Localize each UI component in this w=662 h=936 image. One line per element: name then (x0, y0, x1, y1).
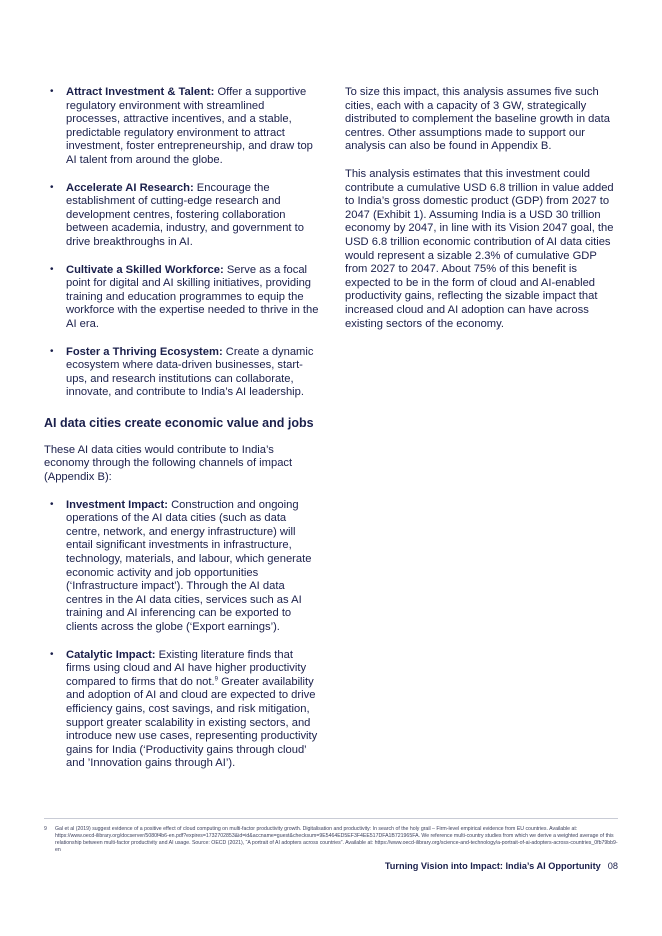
bullet-title: Accelerate AI Research: (66, 181, 194, 194)
bullet-title: Investment Impact: (66, 498, 168, 511)
body-paragraph: This analysis estimates that this investment could contribute a cumulative USD 6.8 trillion in value added to India’s gross domestic product (GDP) from 2027 to 2047 (Exhibit 1). Assuming India is a USD 30 trillion economy by 2047, in line with its Vision 2047 goal, the USD 6.8 trillion economic contribution of AI data cities would represent a sizable 2.3% of cumulative GDP from 2027 to 2047. About 75% of this benefit is expected to be in the form of cloud and AI-enabled productivity gains, reflecting the sizable impact that increased cloud and AI adoption can have across existing sectors of the economy. (345, 167, 614, 330)
bullet-text: Offer a supportive regulatory environment with streamlined processes, attractive incentives, and a stable, predictable regulatory environment to attract investment, foster entrepreneurship, and draw top AI talent from around the globe. (66, 86, 313, 166)
bullet-text: Existing literature finds that firms using cloud and AI have higher productivity compared to firms that do not. (66, 648, 307, 688)
bullet-title: Foster a Thriving Ecosystem: (66, 345, 223, 358)
footnote-text: Gal et al (2019) suggest evidence of a positive effect of cloud computing on multi-factor productivity growth. Digitalisation and productivity: In search of the holy grail – Firm-level empirical evidence from EU countries. Available at: https://www.oecd-ilibrary.org/docserver/5080f4b6-en.pdf?expires=1732702853&id=id&accname=guest&checksum=9E5464ED5EF3F4EE517DFA1B721965FA. We reference multi-country studies from which we derive a weighted average of this relationship between multi-factor productivity and AI usage. Source: OECD (2021), “A portrait of AI adopters across countries”. Available at: https://www.oecd-ilibrary.org/science-and-technology/a-portrait-of-ai-adopters-across-countries_0fb79bb9-en (55, 826, 618, 853)
impact-list (44, 499, 320, 771)
bullet-text: Encourage the establishment of cutting-edge research and development centres, fostering collaboration between academia, industry, and government to drive breakthroughs in AI. (66, 181, 304, 248)
footnote-ref: 9 (214, 676, 218, 683)
bullet-text: Greater availability and adoption of AI and cloud are expected to drive efficiency gains, cost savings, and risk mitigation, support greater scalability in existing sectors, and introduce new use cases, representing productivity gains for India (‘Productivity gains through cloud’ and ’Innovation gains through AI’). (66, 675, 318, 770)
list-item (44, 264, 320, 332)
list-item (44, 499, 320, 635)
bullet-title: Attract Investment & Talent: (66, 86, 215, 98)
footnote-divider (44, 818, 618, 819)
page-footer (385, 861, 618, 871)
bullet-text: Create a dynamic ecosystem where data-driven businesses, start-ups, and research institutions can collaborate, innovate, and contribute to India’s AI leadership. (66, 345, 314, 399)
bullet-title: Cultivate a Skilled Workforce: (66, 263, 224, 276)
goals-list (44, 86, 320, 400)
list-item (44, 86, 320, 168)
section-heading: AI data cities create economic value and jobs (44, 415, 314, 430)
bullet-title: Catalytic Impact: (66, 648, 156, 661)
list-item (44, 182, 320, 250)
list-item (44, 346, 320, 400)
right-column (345, 86, 620, 345)
bullet-text: Construction and ongoing operations of the AI data cities (such as data centre, network, and energy infrastructure) will entail significant investments in infrastructure, technology, materials, and labour, which generate economic activity and job opportunities (‘Infrastructure impact’). Through the AI data centres in the AI data cities, services such as AI training and AI inferencing can be exported to clients across the globe (‘Export earnings’). (66, 498, 312, 633)
list-item (44, 649, 320, 771)
footnote-number: 9 (44, 826, 47, 832)
footer-title: Turning Vision into Impact: India’s AI Opportunity (384, 861, 601, 871)
page-number: 08 (607, 861, 618, 871)
intro-paragraph: These AI data cities would contribute to India’s economy through the following channels of impact (Appendix B): (44, 443, 293, 484)
body-paragraph: To size this impact, this analysis assumes five such cities, each with a capacity of 3 GW, strategically distributed to complement the baseline growth in data centres. Other assumptions made to support our analysis can also be found in Appendix B. (345, 86, 610, 153)
bullet-text: Serve as a focal point for digital and AI skilling initiatives, providing training and education programmes to equip the workforce with the expertise needed to thrive in the AI era. (66, 263, 319, 330)
left-column (44, 86, 320, 785)
footnote (44, 826, 618, 854)
